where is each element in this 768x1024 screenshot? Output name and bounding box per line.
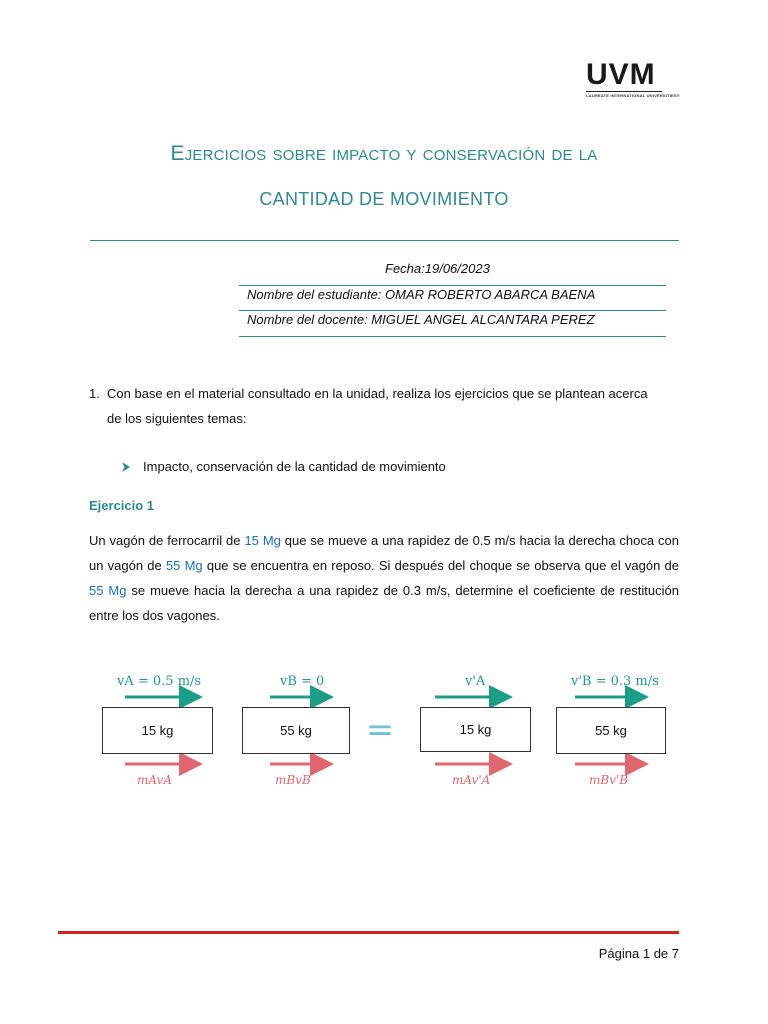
teacher-name-field: Nombre del docente: MIGUEL ANGEL ALCANTARA PEREZ <box>247 312 595 327</box>
footer-divider <box>58 931 679 934</box>
velocity-label-a: vA = 0.5 m/s <box>117 674 202 689</box>
document-title-line2: CANTIDAD DE MOVIMIENTO <box>259 189 509 209</box>
mass-value: 55 Mg <box>165 558 203 573</box>
cart-a-before: 15 kg <box>102 707 213 754</box>
exercise-paragraph: Un vagón de ferrocarril de 15 Mg que se mueve a una rapidez de 0.5 m/s hacia la derecha choca con un vagón de 55 Mg que se encuentra en reposo. Si después del choque se observa que el vagón de 55 Mg se mueve hacia la derecha a una rapidez de 0.3 m/s, determine el coeficiente de restitución entre los dos vagones. <box>89 533 679 623</box>
title-divider <box>90 240 679 241</box>
page-number: Página 1 de 7 <box>598 946 679 961</box>
momentum-label-a-after: mAv'A <box>452 773 491 787</box>
arrow-bullet-icon <box>121 460 131 472</box>
info-divider <box>239 285 666 286</box>
cart-b-before: 55 kg <box>242 707 350 754</box>
velocity-label-b: vB = 0 <box>280 674 325 689</box>
equals-sign: = <box>365 710 395 750</box>
cart-b-after: 55 kg <box>556 707 666 754</box>
velocity-label-b-after: v'B = 0.3 m/s <box>571 674 659 689</box>
logo-tagline: LAUREATE INTERNATIONAL UNIVERSITIES® <box>586 93 680 98</box>
date-field: Fecha:19/06/2023 <box>385 261 490 276</box>
exercise-title: Ejercicio 1 <box>89 498 155 513</box>
student-name-field: Nombre del estudiante: OMAR ROBERTO ABARCA BAENA <box>247 287 596 302</box>
collision-diagram <box>95 670 675 800</box>
cart-a-after: 15 kg <box>420 707 531 752</box>
velocity-label-a-after: v'A <box>465 674 486 689</box>
instruction-line1: Con base en el material consultado en la unidad, realiza los ejercicios que se plantean acerca <box>107 386 648 401</box>
document-title-line1: Ejercicios sobre impacto y conservación de la <box>170 142 598 165</box>
momentum-label-a: mAvA <box>137 773 173 787</box>
instruction-line2: de los siguientes temas: <box>107 411 247 426</box>
mass-value: 15 Mg <box>244 533 281 548</box>
momentum-label-b: mBvB <box>275 773 311 787</box>
list-number: 1. <box>89 386 100 401</box>
mass-value: 55 Mg <box>89 583 127 598</box>
bullet-topic: Impacto, conservación de la cantidad de movimiento <box>143 459 446 474</box>
uvm-logo: UVM <box>586 58 656 91</box>
info-divider <box>239 336 666 337</box>
logo-divider <box>586 91 662 92</box>
momentum-label-b-after: mBv'B <box>589 773 629 787</box>
